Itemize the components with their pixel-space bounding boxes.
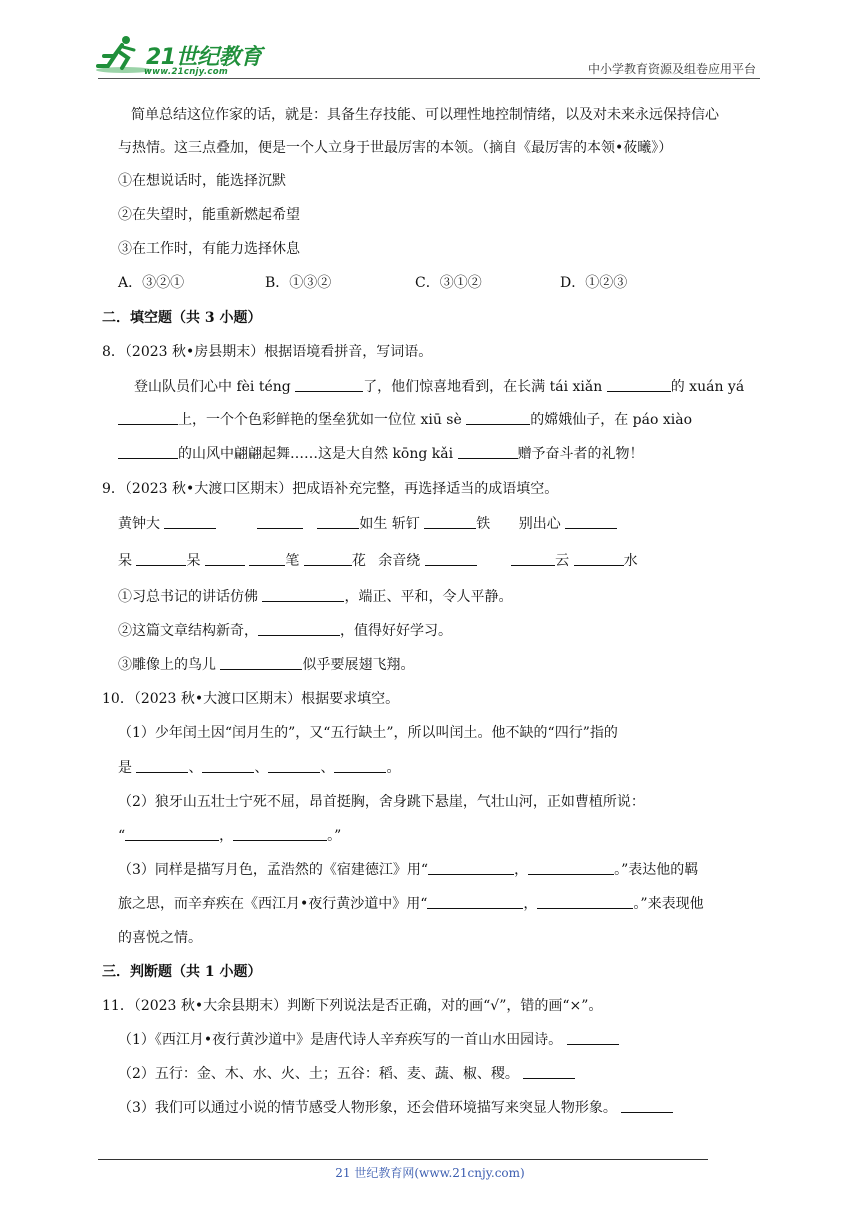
- answer-blank[interactable]: [607, 379, 671, 392]
- q11-item-2: （2）五行：金、木、水、火、土；五谷：稻、麦、蔬、椒、稷。: [118, 1065, 575, 1083]
- answer-blank[interactable]: [249, 553, 285, 566]
- passage-item-2: ②在失望时，能重新燃起希望: [118, 207, 300, 223]
- q8-line-1: 登山队员们心中 fèi téng 了，他们惊喜地看到，在长满 tái xiǎn 的 xuán yá: [134, 379, 745, 395]
- q11-item-1: （1）《西江月•夜行黄沙道中》是唐代诗人辛弃疾写的一首山水田园诗。: [118, 1031, 619, 1049]
- q9-sentence-3: ③雕像上的鸟儿 似乎要展翅飞翔。: [118, 657, 415, 673]
- q8-stem: 8．（2023 秋•房县期末）根据语境看拼音，写词语。: [102, 344, 433, 360]
- answer-blank[interactable]: [118, 412, 178, 425]
- answer-blank[interactable]: [295, 379, 363, 392]
- answer-blank[interactable]: [425, 553, 477, 566]
- q10-part-3: （3）同样是描写月色，孟浩然的《宿建德江》用“ ， 。”表达他的羁: [118, 862, 699, 878]
- answer-blank[interactable]: [257, 516, 303, 529]
- answer-blank[interactable]: [262, 589, 344, 602]
- answer-blank[interactable]: [220, 657, 302, 670]
- answer-blank[interactable]: [164, 516, 216, 529]
- answer-blank[interactable]: [427, 896, 523, 909]
- answer-blank[interactable]: [428, 862, 514, 875]
- logo-url: www.21cnjy.com: [144, 67, 228, 77]
- answer-blank[interactable]: [567, 1032, 619, 1045]
- answer-blank[interactable]: [565, 516, 617, 529]
- q8-line-2: 上，一个个色彩鲜艳的堡垒犹如一位位 xiū sè 的嫦娥仙子，在 páo xiào: [118, 411, 692, 429]
- answer-blank[interactable]: [574, 553, 624, 566]
- q9-sentence-2: ②这篇文章结构新奇， ，值得好好学习。: [118, 623, 452, 639]
- answer-blank[interactable]: [136, 760, 188, 773]
- answer-blank[interactable]: [466, 412, 530, 425]
- q10-stem: 10．（2023 秋•大渡口区期末）根据要求填空。: [102, 691, 400, 707]
- q9-sentence-1: ①习总书记的讲话仿佛 ，端正、平和，令人平静。: [118, 589, 513, 605]
- option-b: B．①③②: [265, 275, 332, 291]
- answer-blank[interactable]: [258, 623, 340, 636]
- q10-part-1: （1）少年闰土因“闰月生的”，又“五行缺土”，所以叫闰土。他不缺的“四行”指的: [118, 725, 618, 741]
- answer-blank[interactable]: [334, 760, 386, 773]
- option-d: D．①②③: [560, 275, 628, 291]
- answer-blank[interactable]: [458, 446, 518, 459]
- answer-blank[interactable]: [202, 760, 254, 773]
- q8-line-3: 的山风中翩翩起舞……这是大自然 kōng kǎi 赠予奋斗者的礼物！: [118, 445, 644, 463]
- answer-blank[interactable]: [205, 553, 245, 566]
- passage-item-3: ③在工作时，有能力选择休息: [118, 241, 300, 257]
- answer-blank[interactable]: [304, 553, 352, 566]
- answer-blank[interactable]: [621, 1100, 673, 1113]
- answer-blank[interactable]: [268, 760, 320, 773]
- footer-divider: [98, 1159, 708, 1160]
- answer-blank[interactable]: [528, 862, 614, 875]
- header-divider: [98, 78, 760, 79]
- answer-blank[interactable]: [233, 828, 327, 841]
- answer-blank[interactable]: [118, 446, 178, 459]
- section-3-title: 三．判断题（共 1 小题）: [102, 964, 262, 980]
- option-c: C．③①②: [415, 275, 482, 291]
- platform-title: 中小学教育资源及组卷应用平台: [587, 62, 756, 76]
- answer-blank[interactable]: [317, 516, 359, 529]
- passage-item-1: ①在想说话时，能选择沉默: [118, 173, 286, 189]
- answer-blank[interactable]: [136, 553, 186, 566]
- q10-part-1-answers: 是 、 、 、 。: [118, 760, 401, 776]
- q9-stem: 9．（2023 秋•大渡口区期末）把成语补充完整，再选择适当的成语填空。: [102, 481, 559, 497]
- answer-blank[interactable]: [511, 553, 555, 566]
- answer-blank[interactable]: [537, 896, 633, 909]
- q10-part-3-line-3: 的喜悦之情。: [118, 930, 202, 946]
- answer-blank[interactable]: [424, 516, 476, 529]
- footer-link[interactable]: 21 世纪教育网(www.21cnjy.com): [335, 1166, 525, 1180]
- page-header: [0, 0, 860, 80]
- q9-idiom-row-1: 黄钟大 如生 斩钉 铁 别出心: [118, 515, 617, 533]
- passage-line-2: 与热情。这三点叠加，便是一个人立身于世最厉害的本领。（摘自《最厉害的本领•莜曦》）: [118, 140, 673, 156]
- answer-blank[interactable]: [125, 828, 219, 841]
- q9-idiom-row-2: 呆 呆 笔 花 余音绕 云 水: [118, 553, 638, 569]
- q10-part-3-line-2: 旅之思，而辛弃疾在《西江月•夜行黄沙道中》用“ ， 。”来表现他: [118, 896, 704, 912]
- section-2-title: 二．填空题（共 3 小题）: [102, 310, 262, 326]
- q11-stem: 11．（2023 秋•大余县期末）判断下列说法是否正确，对的画“√”，错的画“×”。: [102, 998, 603, 1014]
- q10-part-2-answers: “ ， 。”: [118, 828, 342, 844]
- answer-blank[interactable]: [523, 1066, 575, 1079]
- q11-item-3: （3）我们可以通过小说的情节感受人物形象，还会借环境描写来突显人物形象。: [118, 1099, 673, 1117]
- passage-line-1: 简单总结这位作家的话，就是：具备生存技能、可以理性地控制情绪，以及对未来永远保持信心: [131, 107, 719, 123]
- q10-part-2: （2）狼牙山五壮士宁死不屈，昂首挺胸，舍身跳下悬崖，气壮山河，正如曹植所说：: [118, 794, 645, 810]
- logo-text: 21世纪教育: [146, 45, 262, 70]
- option-a: A．③②①: [118, 275, 185, 291]
